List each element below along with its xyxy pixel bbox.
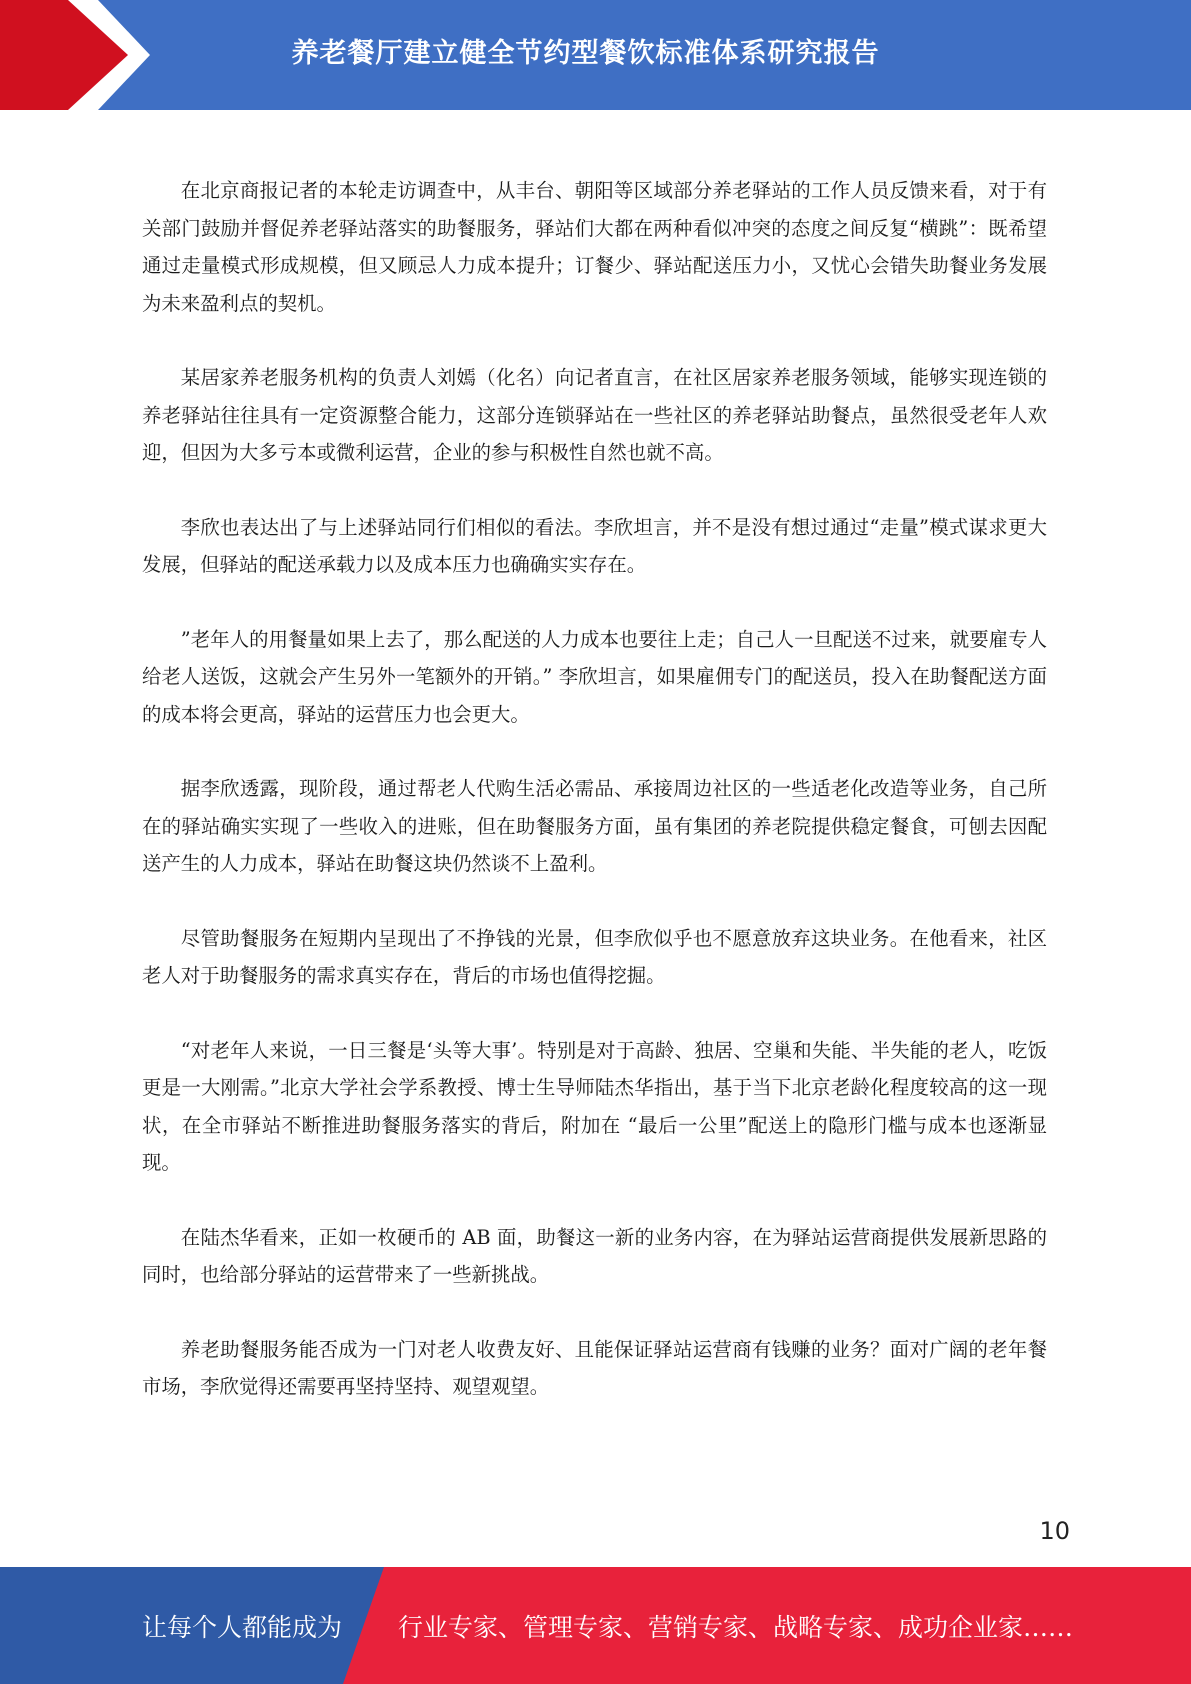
footer-slogan-right: 行业专家、管理专家、营销专家、战略专家、成功企业家……: [398, 1612, 1074, 1642]
paragraph: 在北京商报记者的本轮走访调查中，从丰台、朝阳等区域部分养老驿站的工作人员反馈来看，对于有关部门鼓励并督促养老驿站落实的助餐服务，驿站们大都在两种看似冲突的态度之间反复“横跳”：既希望通过走量模式形成规模，但又顾忌人力成本提升；订餐少、驿站配送压力小，又忧心会错失助餐业务发展为未来盈利点的契机。: [142, 179, 1047, 315]
paragraph: 李欣也表达出了与上述驿站同行们相似的看法。李欣坦言，并不是没有想过通过“走量”模式谋求更大发展，但驿站的配送承载力以及成本压力也确确实实存在。: [142, 515, 1047, 576]
footer-slogan-left: 让每个人都能成为: [142, 1612, 343, 1642]
article-body: [142, 172, 1047, 1443]
paragraph: 某居家养老服务机构的负责人刘嫣（化名）向记者直言，在社区居家养老服务领域，能够实现连锁的养老驿站往往具有一定资源整合能力，这部分连锁驿站在一些社区的养老驿站助餐点，虽然很受老年人欢迎，但因为大多亏本或微利运营，企业的参与积极性自然也就不高。: [142, 366, 1047, 464]
page-header: [0, 0, 1191, 110]
paragraph: ”老年人的用餐量如果上去了，那么配送的人力成本也要往上走；自己人一旦配送不过来，就要雇专人给老人送饭，这就会产生另外一笔额外的开销。” 李欣坦言，如果雇佣专门的配送员，投入在助餐配送方面的成本将会更高，驿站的运营压力也会更大。: [142, 627, 1047, 726]
paragraph: 在陆杰华看来，正如一枚硬币的 AB 面，助餐这一新的业务内容，在为驿站运营商提供发展新思路的同时，也给部分驿站的运营带来了一些新挑战。: [142, 1225, 1047, 1286]
paragraph: “对老年人来说，一日三餐是‘头等大事’。特别是对于高龄、独居、空巢和失能、半失能的老人，吃饭更是一大刚需。”北京大学社会学系教授、博士生导师陆杰华指出，基于当下北京老龄化程度较高的这一现状，在全市驿站不断推进助餐服务落实的背后，附加在 “最后一公里”配送上的隐形门槛与成本也逐渐显现。: [142, 1038, 1047, 1174]
page-footer: [0, 1567, 1191, 1684]
paragraph: 养老助餐服务能否成为一门对老人收费友好、且能保证驿站运营商有钱赚的业务？面对广阔的老年餐市场，李欣觉得还需要再坚持坚持、观望观望。: [142, 1337, 1047, 1398]
document-title: 养老餐厅建立健全节约型餐饮标准体系研究报告: [291, 37, 880, 69]
paragraph: 据李欣透露，现阶段，通过帮老人代购生活必需品、承接周边社区的一些适老化改造等业务，自己所在的驿站确实实现了一些收入的进账，但在助餐服务方面，虽有集团的养老院提供稳定餐食，可刨去因配送产生的人力成本，驿站在助餐这块仍然谈不上盈利。: [142, 777, 1047, 875]
page-number: 10: [1039, 1517, 1070, 1545]
paragraph: 尽管助餐服务在短期内呈现出了不挣钱的光景，但李欣似乎也不愿意放弃这块业务。在他看来，社区老人对于助餐服务的需求真实存在，背后的市场也值得挖掘。: [142, 926, 1047, 987]
